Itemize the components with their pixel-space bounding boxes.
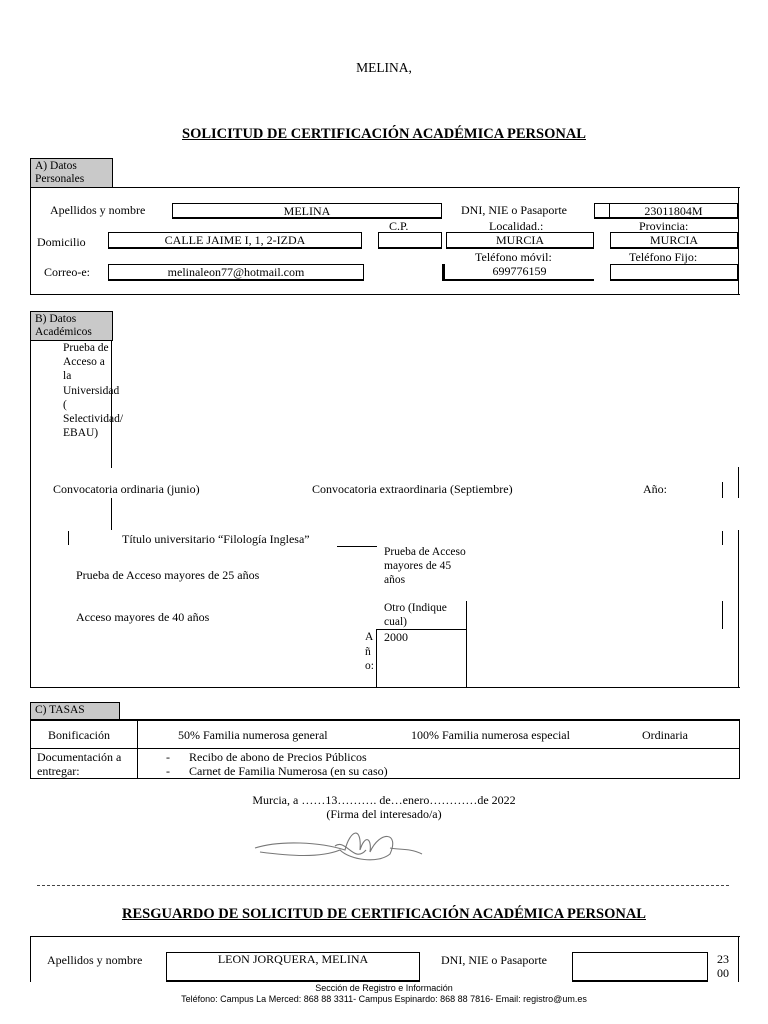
anio-label: Año: [643, 482, 667, 496]
anio-table-left [376, 629, 377, 687]
titulo-underline [337, 546, 377, 547]
provincia-label: Provincia: [639, 219, 689, 233]
localidad-field[interactable]: MURCIA [446, 232, 594, 249]
domicilio-label: Domicilio [37, 235, 86, 249]
familia-numerosa-especial[interactable]: 100% Familia numerosa especial [411, 728, 570, 742]
section-a-bottom-border [30, 294, 740, 295]
section-b-right-border [738, 530, 739, 688]
provincia-field[interactable]: MURCIA [610, 232, 738, 249]
name-label: Apellidos y nombre [50, 203, 146, 217]
convocatoria-extraordinaria: Convocatoria extraordinaria (Septiembre) [312, 482, 513, 496]
cp-label: C.P. [389, 219, 409, 233]
resguardo-left-border [30, 936, 31, 982]
footer-section: Sección de Registro e Información [315, 983, 453, 993]
cut-line [37, 885, 729, 886]
prueba-acceso-divider [111, 340, 112, 468]
mayores-40: Acceso mayores de 40 años [76, 610, 210, 624]
anio-field-right [738, 467, 739, 498]
resguardo-name-label: Apellidos y nombre [47, 953, 143, 967]
doc-item-recibo: Recibo de abono de Precios Públicos [189, 750, 367, 764]
fijo-field[interactable] [610, 264, 738, 281]
anio-table-right [466, 629, 467, 687]
convocatoria-divider [111, 498, 112, 530]
section-a-left-border [30, 187, 31, 295]
movil-label: Teléfono móvil: [475, 250, 552, 264]
section-b-bottom-border [30, 687, 740, 688]
titulo-marker-right [722, 531, 723, 545]
documentacion-label: Documentación a entregar: [37, 750, 122, 778]
resguardo-right-border [738, 936, 739, 982]
section-c-tab: C) TASAS [30, 702, 120, 720]
resguardo-top-border [30, 936, 740, 937]
anio-value[interactable]: 2000 [384, 630, 408, 644]
section-b-left-border [30, 340, 31, 688]
section-a-tab: A) Datos Personales [30, 158, 113, 188]
firma-interesado: (Firma del interesado/a) [326, 807, 442, 821]
convocatoria-ordinaria: Convocatoria ordinaria (junio) [53, 482, 200, 496]
movil-field[interactable]: 699776159 [442, 264, 594, 281]
resguardo-name-field[interactable]: LEON JORQUERA, MELINA [166, 952, 420, 982]
localidad-label: Localidad.: [489, 219, 544, 233]
name-field[interactable]: MELINA [172, 203, 442, 219]
resguardo-dni-label: DNI, NIE o Pasaporte [441, 953, 547, 967]
doc-item-carnet: Carnet de Familia Numerosa (en su caso) [189, 764, 388, 778]
doc-bullet-2: - [166, 764, 170, 778]
titulo-marker-left [68, 531, 69, 545]
otro-field-right [722, 601, 723, 629]
doc-bullet-1: - [166, 750, 170, 764]
familia-numerosa-general[interactable]: 50% Familia numerosa general [178, 728, 328, 742]
fecha-firma: Murcia, a ……13………. de…enero…………de 2022 [252, 793, 516, 807]
titulo-universitario: Título universitario “Filología Inglesa” [122, 532, 310, 546]
otro-indique: Otro (Indique cual) [384, 602, 447, 629]
tasa-ordinaria[interactable]: Ordinaria [642, 728, 688, 742]
resguardo-dni-partial: 23 00 [717, 952, 729, 980]
page-title: SOLICITUD DE CERTIFICACIÓN ACADÉMICA PERSONAL [182, 126, 586, 142]
dni-label: DNI, NIE o Pasaporte [461, 203, 567, 217]
dni-field[interactable]: 23011804M [610, 203, 738, 219]
signature-drawing [250, 820, 430, 870]
dni-checkbox[interactable] [594, 203, 610, 219]
section-a-top-border [30, 187, 740, 188]
section-a-right-border [738, 187, 739, 295]
bonificacion-label: Bonificación [48, 728, 110, 742]
footer-contact: Teléfono: Campus La Merced: 868 88 3311- Campus Espinardo: 868 88 7816- Email: registro@um.es [181, 994, 587, 1004]
domicilio-field[interactable]: CALLE JAIME I, 1, 2-IZDA [108, 232, 362, 249]
resguardo-dni-field[interactable] [572, 952, 708, 982]
resguardo-title: RESGUARDO DE SOLICITUD DE CERTIFICACIÓN ACADÉMICA PERSONAL [122, 906, 646, 922]
applicant-name-header: MELINA, [356, 60, 412, 75]
anio-vertical-label: Año: [365, 631, 374, 672]
mayores-25: Prueba de Acceso mayores de 25 años [76, 568, 260, 582]
mayores-45: Prueba de Acceso mayores de 45 años [384, 546, 466, 587]
tasas-column-divider [137, 719, 138, 779]
correo-field[interactable]: melinaleon77@hotmail.com [108, 264, 364, 281]
anio-field-left [722, 482, 723, 498]
fijo-label: Teléfono Fijo: [629, 250, 698, 264]
correo-label: Correo-e: [44, 265, 90, 279]
cp-field[interactable] [378, 232, 442, 249]
section-b-tab: B) Datos Académicos [30, 311, 113, 341]
prueba-acceso-universidad: Prueba de Acceso a la Universidad ( Selectividad/ EBAU) [63, 342, 124, 440]
otro-divider [466, 601, 467, 629]
